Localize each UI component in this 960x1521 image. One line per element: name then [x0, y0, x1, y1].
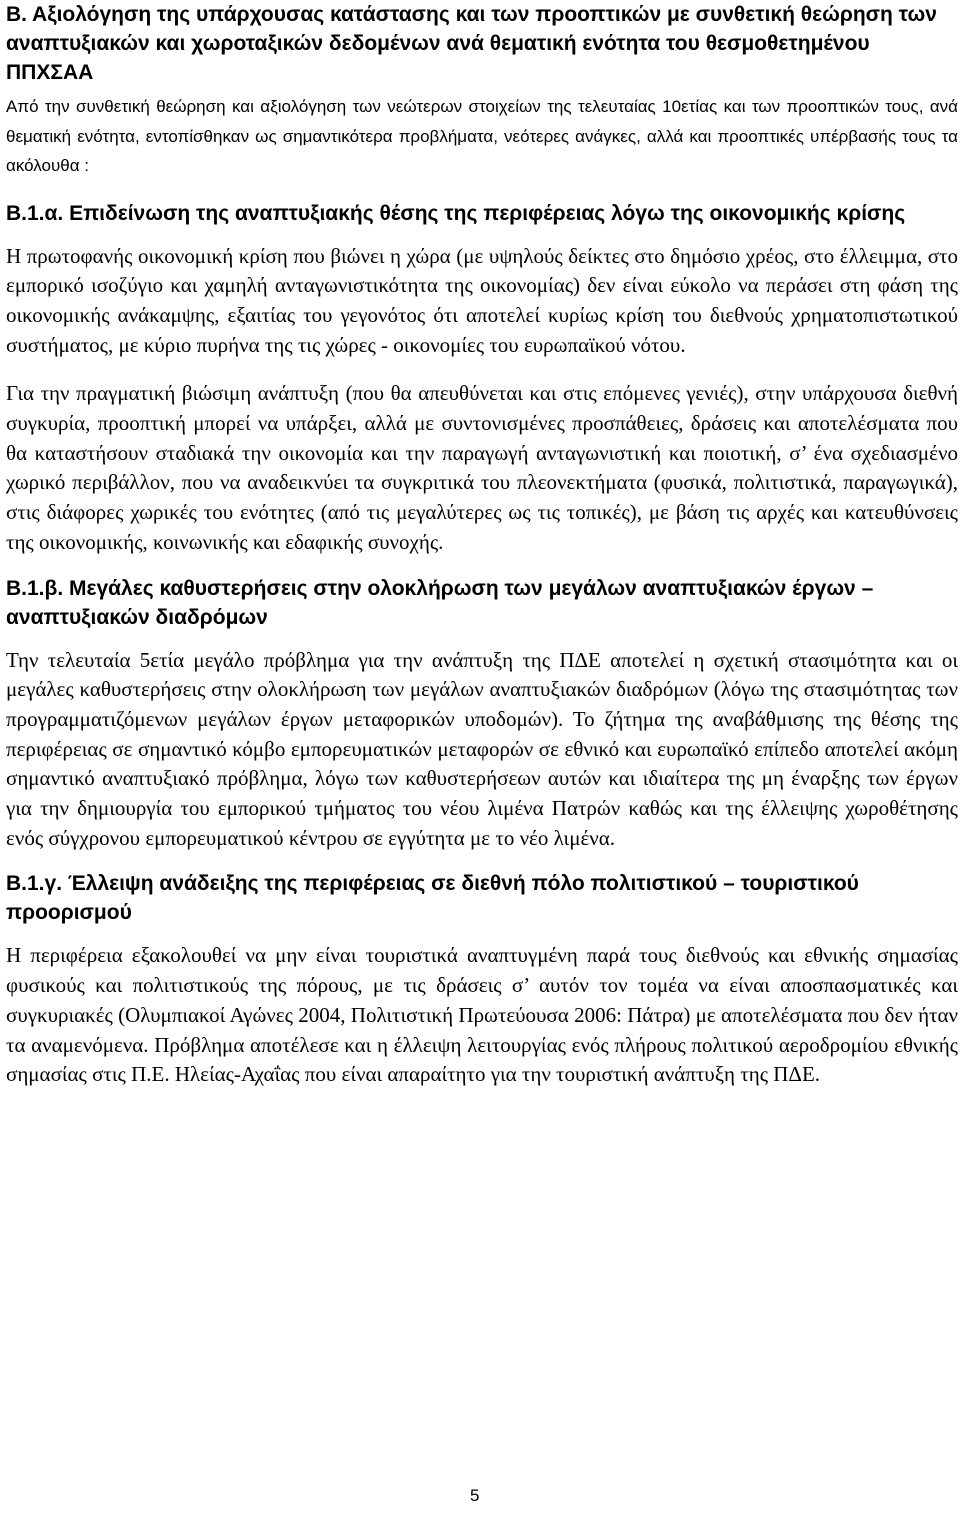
section-b: [6, 0, 958, 181]
document-page: [6, 0, 958, 1090]
section-b-intro: Από την συνθετική θεώρηση και αξιολόγηση των νεώτερων στοιχείων της τελευταίας 10ετίας και των προοπτικών τους, ανά θεματική ενότητα, εντοπίσθηκαν ως σημαντικότερα προβλήματα, νεότερες ανάγκες, αλλά και προοπτικές υπέρβασής τους τα ακόλουθα :: [6, 97, 958, 175]
section-b1b: [6, 574, 958, 854]
section-b1b-paragraph-1: Την τελευταία 5ετία μεγάλο πρόβλημα για την ανάπτυξη της ΠΔΕ αποτελεί η σχετική στασιμότητα και οι μεγάλες καθυστερήσεις στην ολοκλήρωση των μεγάλων αναπτυξιακών διαδρόμων (λόγω της στασιμότητας των προγραμματιζόμενων μεγάλων έργων μεταφορικών υποδομών). Το ζήτημα της αναβάθμισης της θέσης της περιφέρειας σε σημαντικό κόμβο εμπορευματικών μεταφορών σε εθνικό και ευρωπαϊκό επίπεδο αποτελεί ακόμη σημαντικό αναπτυξιακό πρόβλημα, λόγω των καθυστερήσεων αυτών και ιδιαίτερα της μη έναρξης των έργων για την δημιουργία του εμπορικού τμήματος του νέου λιμένα Πατρών καθώς και της έλλειψης χωροθέτησης ενός σύγχρονου εμπορευματικού κέντρου σε εγγύτητα με το νέο λιμένα.: [6, 647, 958, 850]
section-b1a-paragraph-2: Για την πραγματική βιώσιμη ανάπτυξη (που θα απευθύνεται και στις επόμενες γενιές), στην υπάρχουσα διεθνή συγκυρία, προοπτική μπορεί να υπάρξει, αλλά με συντονισμένες προσπάθειες, δράσεις και αποτελέσματα που θα καταστήσουν σταδιακά την οικονομία και την παραγωγή ανταγωνιστική και ποιοτική, σ’ ένα σχεδιασμένο χωρικό περιβάλλον, που να αναδεικνύει τα συγκριτικά του πλεονεκτήματα (φυσικά, πολιτιστικά, παραγωγικά), στις διάφορες χωρικές του ενότητες (από τις μεγαλύτερες ως τις τοπικές), με βάση τις αρχές και κατευθύνσεις της οικονομικής, κοινωνικής και εδαφικής συνοχής.: [6, 381, 958, 554]
section-b1a-paragraph-1: Η πρωτοφανής οικονομική κρίση που βιώνει η χώρα (με υψηλούς δείκτες στο δημόσιο χρέος, στο έλλειμμα, στο εμπορικό ισοζύγιο και χαμηλή ανταγωνιστικότητα της οικονομίας) δεν είναι εύκολο να περάσει στη φάση της οικονομικής ανάκαμψης, εξαιτίας του γεγονότος ότι αποτελεί κυρίως κρίση του διεθνούς χρηματοπιστωτικού συστήματος, με κύριο πυρήνα της τις χώρες - οικονομίες του ευρωπαϊκού νότου.: [6, 243, 958, 357]
section-b1a: [6, 199, 958, 558]
section-b1b-heading: Β.1.β. Μεγάλες καθυστερήσεις στην ολοκλήρωση των μεγάλων αναπτυξιακών έργων – αναπτυξιακών διαδρόμων: [6, 576, 874, 629]
section-b-heading: Β. Αξιολόγηση της υπάρχουσας κατάστασης και των προοπτικών με συνθετική θεώρηση των αναπτυξιακών και χωροταξικών δεδομένων ανά θεματική ενότητα του θεσμοθετημένου ΠΠΧΣΑΑ: [6, 3, 937, 84]
section-b1c-paragraph-1: Η περιφέρεια εξακολουθεί να μην είναι τουριστικά αναπτυγμένη παρά τους διεθνούς και εθνικής σημασίας φυσικούς και πολιτιστικούς της πόρους, με τις δράσεις σ’ αυτόν τον τομέα να είναι αποσπασματικές και συγκυριακές (Ολυμπιακοί Αγώνες 2004, Πολιτιστική Πρωτεύουσα 2006: Πάτρα) με αποτελέσματα που δεν ήταν τα αναμενόμενα. Πρόβλημα αποτέλεσε και η έλλειψη λειτουργίας ενός πλήρους πολιτικού αεροδρομίου εθνικής σημασίας στις Π.Ε. Ηλείας-Αχαΐας που είναι απαραίτητο για την τουριστική ανάπτυξη της ΠΔΕ.: [6, 943, 958, 1087]
section-b1c-heading: Β.1.γ. Έλλειψη ανάδειξης της περιφέρειας σε διεθνή πόλο πολιτιστικού – τουριστικού προορισμού: [6, 872, 859, 925]
page-number: 5: [470, 1486, 480, 1505]
section-b1c: [6, 869, 958, 1090]
section-b1a-heading: Β.1.α. Επιδείνωση της αναπτυξιακής θέσης της περιφέρειας λόγω της οικονομικής κρίσης: [6, 201, 906, 225]
